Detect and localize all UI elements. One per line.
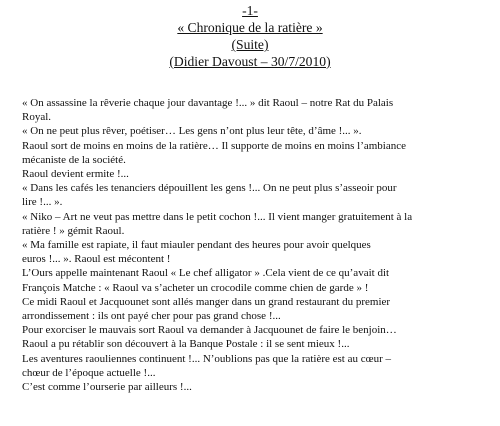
text-line: Royal.	[22, 111, 52, 124]
text-line: Pour exorciser le mauvais sort Raoul va demander à Jacquounet de faire le benjoin…	[22, 324, 397, 337]
text-line: « On assassine la rêverie chaque jour davantage !... » dit Raoul – notre Rat du Palais	[22, 97, 394, 109]
text-line: « On ne peut plus rêver, poétiser… Les gens n’ont plus leur tête, d’âme !... ».	[22, 125, 362, 138]
text-line: « Niko – Art ne veut pas mettre dans le petit cochon !... Il vient manger gratuitement à la	[22, 210, 413, 223]
text-line: L’Ours appelle maintenant Raoul « Le chef alligator » .Cela vient de ce qu’avait dit	[22, 267, 390, 280]
text-line: mécaniste de la société.	[22, 153, 126, 166]
text-line: euros !... ». Raoul est mécontent !	[22, 253, 171, 266]
document-body	[22, 96, 492, 394]
document-title: « Chronique de la ratière »	[177, 20, 323, 35]
document-header	[0, 2, 500, 70]
text-line: Les aventures raouliennes continuent !... N’oublions pas que la ratière est au cœur –	[22, 352, 391, 365]
text-line: Raoul devient ermite !...	[22, 168, 129, 181]
text-line: « Dans les cafés les tenanciers dépouillent les gens !... On ne peut plus s’asseoir pour	[22, 182, 397, 195]
text-line: « Ma famille est rapiate, il faut miauler pendant des heures pour avoir quelques	[22, 239, 371, 252]
text-line: chœur de l’époque actuelle !...	[22, 366, 156, 379]
text-line: C’est comme l’ourserie par ailleurs !...	[22, 381, 192, 394]
text-line: Raoul a pu rétablir son découvert à la Banque Postale : il se sent mieux !...	[22, 338, 350, 351]
text-line: lire !... ».	[22, 196, 63, 209]
text-line: François Matche : « Raoul va s’acheter un crocodile comme chien de garde » !	[22, 281, 369, 294]
text-line: Ce midi Raoul et Jacquounet sont allés manger dans un grand restaurant du premier	[22, 295, 391, 308]
page-number: -1-	[242, 3, 258, 18]
text-line: Raoul sort de moins en moins de la ratière… Il supporte de moins en moins l’ambiance	[22, 139, 406, 152]
text-line: arrondissement : ils ont payé cher pour pas grand chose !...	[22, 310, 281, 323]
document-subtitle: (Suite)	[231, 37, 269, 52]
text-line: ratière ! » gémit Raoul.	[22, 224, 125, 237]
document-byline: (Didier Davoust – 30/7/2010)	[169, 54, 331, 69]
